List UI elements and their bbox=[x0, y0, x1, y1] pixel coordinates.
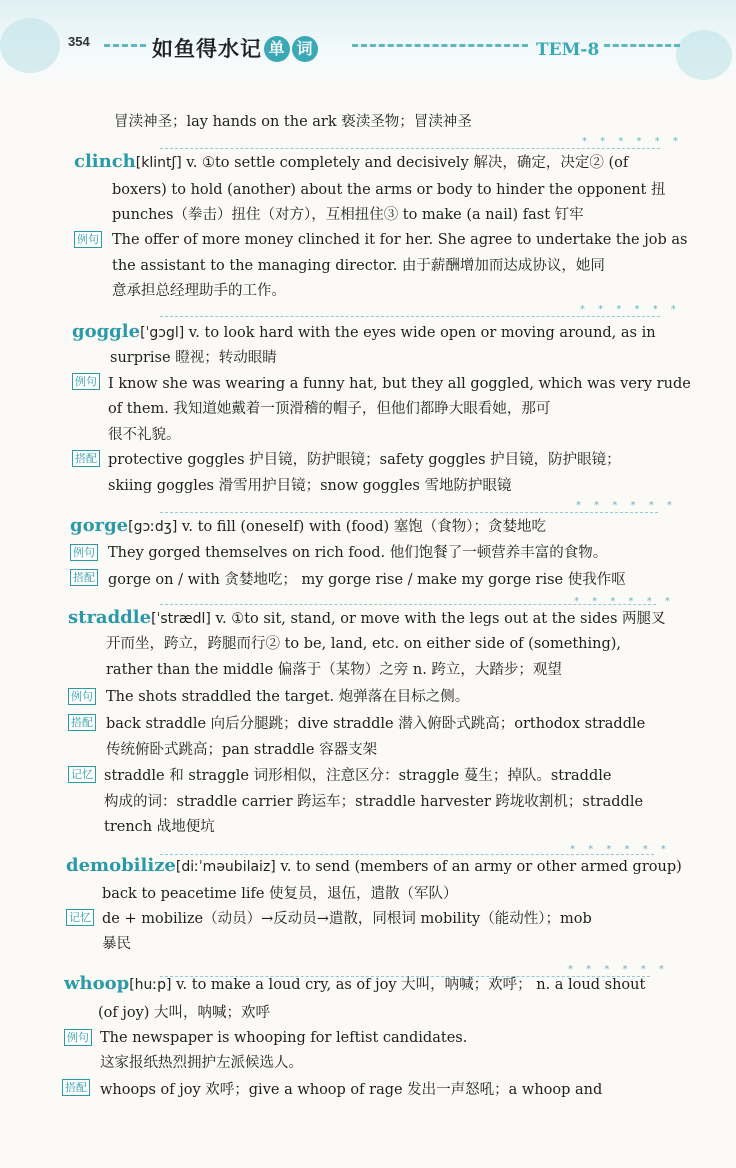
separator-stars: * * * * * * bbox=[582, 136, 683, 147]
title-badge-1: 单 bbox=[264, 36, 290, 62]
example-line: I know she was wearing a funny hat, but they all goggled, which was very rude bbox=[108, 376, 691, 392]
phonetic-straddle: [ˈstrædl] bbox=[151, 611, 211, 627]
definition-line: v. to fill (oneself) with (food) 塞饱（食物）；贪婪地吃 bbox=[177, 519, 547, 535]
memory-line: de + mobilize（动员）→反动员→遣散，同根词 mobility（能动性）；mob bbox=[102, 911, 592, 927]
title-badge-2: 词 bbox=[292, 36, 318, 62]
definition-line: v. ①to settle completely and decisively 解决，确定，决定② (of bbox=[181, 155, 629, 171]
example-tag: 例句 bbox=[64, 1029, 92, 1046]
example-line: 很不礼貌。 bbox=[108, 427, 181, 443]
separator-stars: * * * * * * bbox=[574, 596, 675, 607]
page-header bbox=[0, 0, 736, 90]
book-title-text: 如鱼得水记 bbox=[152, 36, 262, 61]
definition-line: boxers) to hold (another) about the arms or body to hinder the opponent 扭 bbox=[112, 182, 666, 198]
separator-stars: * * * * * * bbox=[580, 304, 681, 315]
definition-line: v. to look hard with the eyes wide open or moving around, as in bbox=[184, 325, 656, 341]
headword-gorge: gorge bbox=[70, 515, 129, 536]
separator-stars: * * * * * * bbox=[570, 844, 671, 855]
collocation-line: gorge on / with 贪婪地吃； my gorge rise / make my gorge rise 使我作呕 bbox=[108, 572, 626, 588]
definition-line: v. ①to sit, stand, or move with the legs out at the sides 两腿叉 bbox=[210, 611, 666, 627]
collocation-line: back straddle 向后分腿跳；dive straddle 潜入俯卧式跳高；orthodox straddle bbox=[106, 716, 646, 732]
entry-separator bbox=[160, 148, 660, 149]
memory-line: 暴民 bbox=[102, 936, 131, 952]
memory-tag: 记忆 bbox=[66, 909, 94, 926]
entry-clinch-headline bbox=[74, 152, 628, 173]
header-dash-mid bbox=[352, 44, 528, 47]
exam-series: TEM-8 bbox=[536, 40, 600, 60]
example-tag: 例句 bbox=[74, 231, 102, 248]
phonetic-clinch: [klintʃ] bbox=[135, 155, 182, 171]
entry-whoop-headline bbox=[64, 974, 645, 995]
example-line: of them. 我知道她戴着一顶滑稽的帽子，但他们都睁大眼看她，那可 bbox=[108, 401, 551, 417]
decorative-bubble bbox=[0, 18, 60, 73]
collocation-line: whoops of joy 欢呼；give a whoop of rage 发出一声怒吼；a whoop and bbox=[100, 1082, 603, 1098]
phonetic-whoop: [huːp] bbox=[129, 977, 172, 993]
example-line: the assistant to the managing director. 由于薪酬增加而达成协议，她同 bbox=[112, 258, 605, 274]
headword-straddle: straddle bbox=[68, 607, 152, 628]
entry-demobilize-headline bbox=[66, 856, 682, 877]
entry-separator bbox=[160, 512, 658, 513]
decorative-bubble bbox=[676, 30, 732, 80]
collocation-tag: 搭配 bbox=[62, 1079, 90, 1096]
example-tag: 例句 bbox=[72, 373, 100, 390]
headword-clinch: clinch bbox=[74, 151, 136, 172]
collocation-line: skiing goggles 滑雪用护目镜；snow goggles 雪地防护眼镜 bbox=[108, 478, 512, 494]
separator-stars: * * * * * * bbox=[568, 964, 669, 975]
memory-line: straddle 和 straggle 词形相似，注意区分：straggle 蔓生；掉队。straddle bbox=[104, 768, 612, 784]
entry-separator bbox=[160, 316, 660, 317]
collocation-line: protective goggles 护目镜，防护眼镜；safety goggles 护目镜，防护眼镜； bbox=[108, 452, 621, 468]
definition-line: (of joy) 大叫，呐喊；欢呼 bbox=[98, 1005, 271, 1021]
entry-gorge-headline bbox=[70, 516, 546, 537]
collocation-tag: 搭配 bbox=[68, 714, 96, 731]
definition-line: back to peacetime life 使复员，退伍，遣散（军队） bbox=[102, 886, 458, 902]
header-dash-left bbox=[104, 44, 146, 47]
headword-demobilize: demobilize bbox=[66, 855, 176, 876]
book-title bbox=[152, 33, 318, 63]
example-line: They gorged themselves on rich food. 他们饱餐了一顿营养丰富的食物。 bbox=[108, 545, 608, 561]
memory-line: 构成的词：straddle carrier 跨运车；straddle harvester 跨垅收割机；straddle bbox=[104, 794, 644, 810]
definition-line: v. to send (members of an army or other armed group) bbox=[275, 859, 682, 875]
headword-goggle: goggle bbox=[72, 321, 141, 342]
definition-line: v. to make a loud cry, as of joy 大叫，呐喊；欢呼； n. a loud shout bbox=[171, 977, 646, 993]
example-line: The shots straddled the target. 炮弹落在目标之侧。 bbox=[106, 689, 470, 705]
memory-tag: 记忆 bbox=[68, 766, 96, 783]
phonetic-demobilize: [diːˈməubilaiz] bbox=[175, 859, 276, 875]
example-tag: 例句 bbox=[68, 688, 96, 705]
continued-text: 冒渎神圣；lay hands on the ark 亵渎圣物；冒渎神圣 bbox=[114, 114, 472, 130]
phonetic-goggle: [ˈgɔgl] bbox=[140, 325, 185, 341]
separator-stars: * * * * * * bbox=[576, 500, 677, 511]
example-line: 这家报纸热烈拥护左派候选人。 bbox=[100, 1055, 303, 1071]
page-number: 354 bbox=[68, 34, 90, 49]
definition-line: 开而坐，跨立，跨腿而行② to be, land, etc. on either side of (something), bbox=[106, 636, 622, 652]
header-dash-right bbox=[604, 44, 680, 47]
entry-straddle-headline bbox=[68, 608, 666, 629]
definition-line: rather than the middle 偏落于（某物）之旁 n. 跨立，大踏步；观望 bbox=[106, 662, 562, 678]
definition-line: surprise 瞪视；转动眼睛 bbox=[110, 350, 277, 366]
phonetic-gorge: [gɔːdʒ] bbox=[128, 519, 178, 535]
example-tag: 例句 bbox=[70, 544, 98, 561]
collocation-tag: 搭配 bbox=[70, 569, 98, 586]
memory-line: trench 战地便坑 bbox=[104, 819, 215, 835]
entry-goggle-headline bbox=[72, 322, 656, 343]
headword-whoop: whoop bbox=[64, 973, 130, 994]
collocation-tag: 搭配 bbox=[72, 450, 100, 467]
example-line: The offer of more money clinched it for her. She agree to undertake the job as bbox=[112, 232, 688, 248]
example-line: The newspaper is whooping for leftist candidates. bbox=[100, 1030, 468, 1046]
example-line: 意承担总经理助手的工作。 bbox=[112, 283, 286, 299]
definition-line: punches（拳击）扭住（对方），互相扭住③ to make (a nail) fast 钉牢 bbox=[112, 207, 584, 223]
collocation-line: 传统俯卧式跳高；pan straddle 容器支架 bbox=[106, 742, 378, 758]
